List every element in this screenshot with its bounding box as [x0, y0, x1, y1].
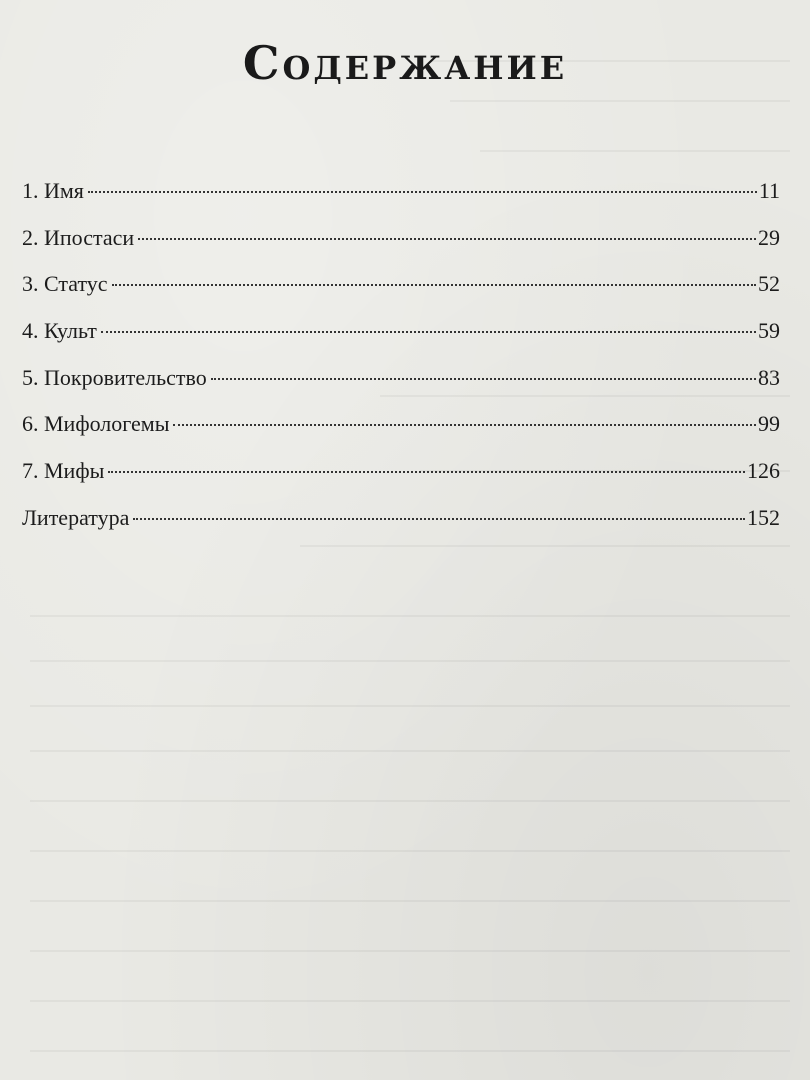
dot-leader — [138, 238, 756, 240]
toc-entry-page: 99 — [758, 411, 780, 437]
toc-entry-title: 1. Имя — [22, 178, 84, 203]
toc-entry-page: 11 — [758, 178, 780, 203]
dot-leader — [211, 378, 756, 380]
toc-entry-page: 126 — [747, 458, 780, 484]
table-of-contents — [22, 178, 780, 552]
toc-entry — [22, 505, 780, 552]
toc-entry-page: 152 — [747, 504, 780, 530]
toc-entry — [22, 458, 780, 505]
toc-entry — [22, 365, 780, 412]
dot-leader — [112, 284, 756, 286]
toc-entry-title: 4. Культ — [22, 318, 97, 344]
toc-entry — [22, 225, 780, 272]
page-title: Содержание — [242, 36, 568, 90]
toc-entry — [22, 271, 780, 318]
toc-entry-title: 7. Мифы — [22, 458, 105, 484]
toc-entry — [22, 411, 780, 458]
toc-entry-page: 83 — [758, 364, 780, 390]
toc-entry — [22, 178, 780, 225]
toc-entry-title: 5. Покровительство — [22, 364, 207, 390]
toc-entry — [22, 318, 780, 365]
toc-entry-title: 6. Мифологемы — [22, 411, 170, 437]
toc-entry-page: 29 — [758, 224, 780, 250]
toc-entry-page: 52 — [758, 271, 780, 297]
dot-leader — [173, 424, 756, 426]
dot-leader — [108, 471, 745, 473]
dot-leader — [88, 191, 757, 193]
toc-entry-title: Литература — [22, 504, 130, 530]
toc-entry-title: 3. Статус — [22, 271, 108, 297]
toc-entry-page: 59 — [758, 318, 780, 344]
dot-leader — [133, 518, 745, 520]
dot-leader — [101, 331, 756, 333]
toc-entry-title: 2. Ипостаси — [22, 224, 135, 250]
